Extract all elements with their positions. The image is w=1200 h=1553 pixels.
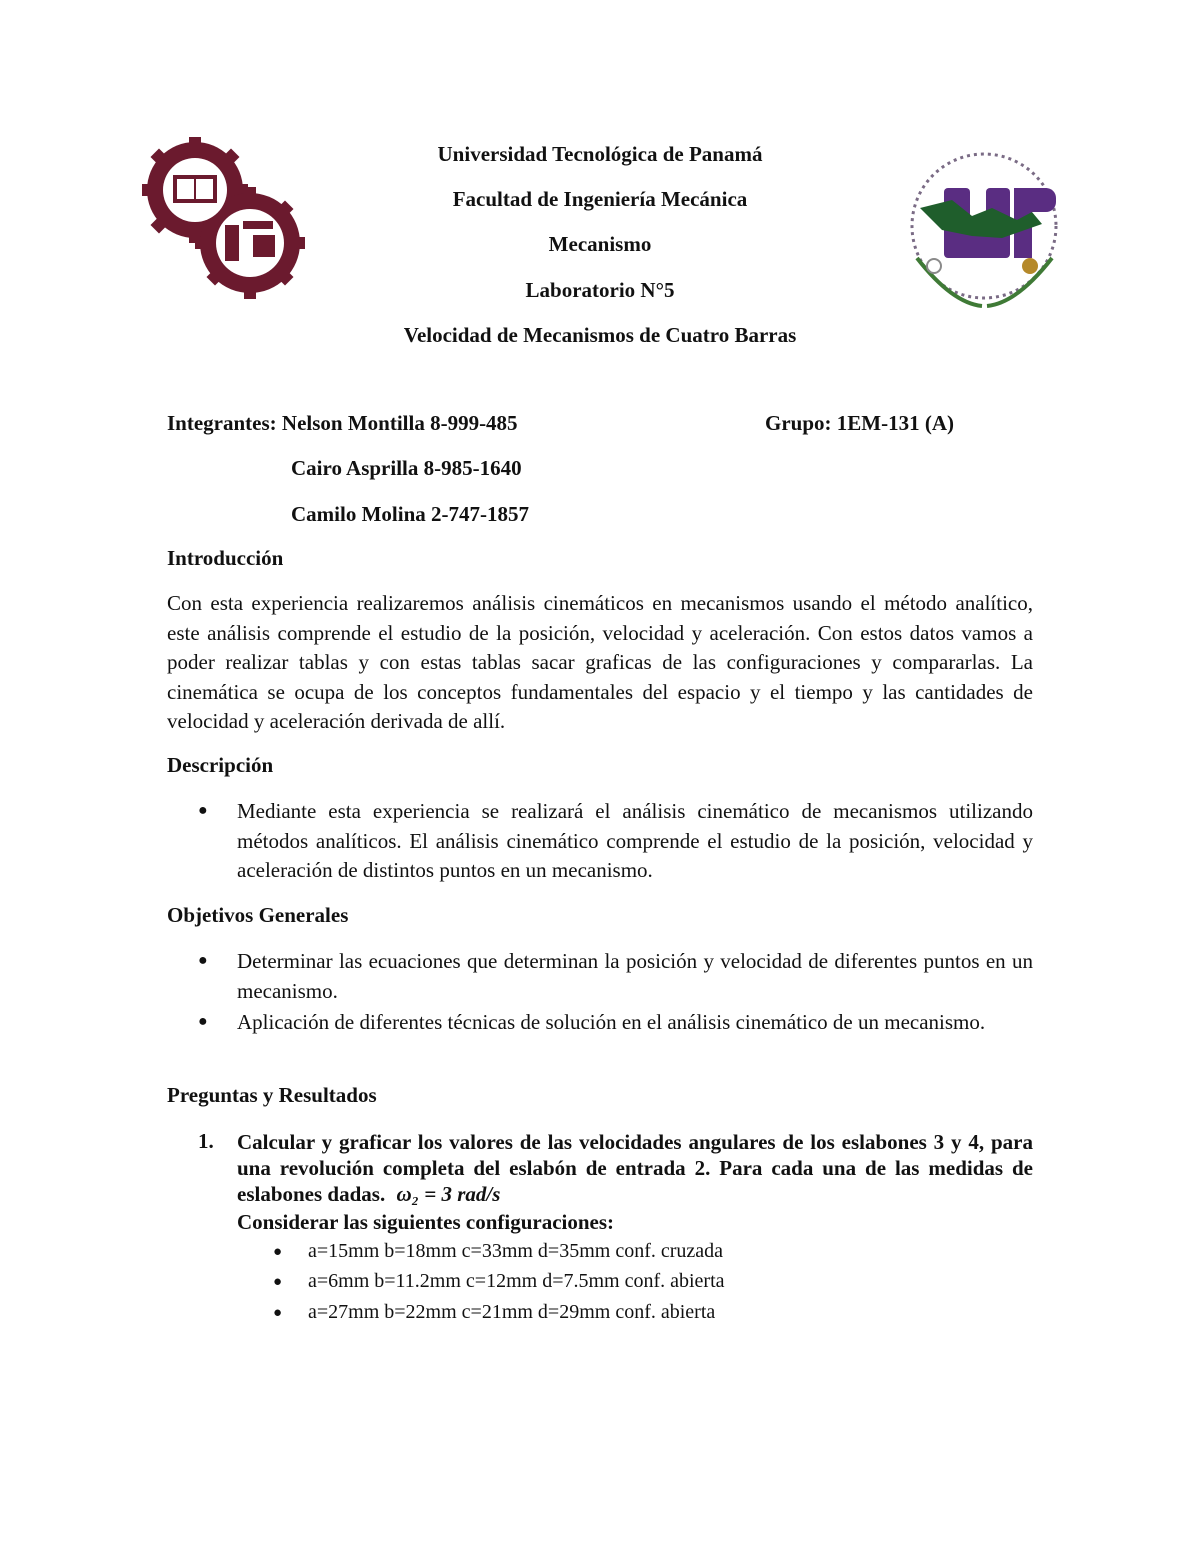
objective-bullet-1: Determinar las ecuaciones que determinan la posición y velocidad de diferentes puntos en un mecanismo.: [237, 949, 1033, 1003]
university-name: Universidad Tecnológica de Panamá: [437, 142, 763, 166]
bullet-icon: ●: [273, 1244, 283, 1260]
questions-heading: Preguntas y Resultados: [167, 1083, 377, 1107]
member-3: Camilo Molina 2-747-1857: [291, 502, 529, 526]
faculty-name: Facultad de Ingeniería Mecánica: [452, 187, 748, 211]
question-1-text: Calcular y graficar los valores de las velocidades angulares de los eslabones 3 y 4, para una revolución completa del eslabón de entrada 2. Para cada una de las medidas de eslabones dadas.: [237, 1130, 1033, 1206]
members-block: [167, 411, 518, 436]
bullet-icon: ●: [198, 802, 208, 819]
question-1: [237, 1129, 1033, 1207]
bullet-icon: ●: [198, 1013, 208, 1030]
config-item-1: a=15mm b=18mm c=33mm d=35mm conf. cruzada: [308, 1240, 724, 1262]
config-item-3: a=27mm b=22mm c=21mm d=29mm conf. abierta: [308, 1301, 716, 1323]
description-bullet: Mediante esta experiencia se realizará el análisis cinemático de mecanismos utilizando métodos analíticos. El análisis cinemático comprende el estudio de la posición, velocidad y aceleración de distintos puntos en un mecanismo.: [237, 799, 1033, 882]
members-label: Integrantes:: [167, 411, 277, 435]
question-number: 1.: [198, 1129, 214, 1153]
intro-paragraph: Con esta experiencia realizaremos análisis cinemáticos en mecanismos usando el método analítico, este análisis comprende el estudio de la posición, velocidad y aceleración. Con estos datos vamos a poder realizar tablas y con estas tablas sacar graficas de las configuraciones y compararlas. La cinemática se ocupa de los conceptos fundamentales del espacio y el tiempo y las cantidades de velocidad y aceleración derivada de allí.: [167, 591, 1033, 733]
member-1: Nelson Montilla 8-999-485: [281, 411, 518, 435]
description-heading: Descripción: [167, 753, 274, 777]
course-name: Mecanismo: [548, 232, 652, 256]
config-item-2: a=6mm b=11.2mm c=12mm d=7.5mm conf. abierta: [308, 1270, 725, 1292]
omega-value: ω₂ = 3 rad/s: [396, 1182, 501, 1206]
bullet-icon: ●: [273, 1274, 283, 1290]
bullet-icon: ●: [198, 952, 208, 969]
member-2: Cairo Asprilla 8-985-1640: [291, 456, 522, 480]
configs-label: Considerar las siguientes configuraciones:: [237, 1210, 615, 1234]
intro-heading: Introducción: [167, 546, 284, 570]
objective-bullet-2: Aplicación de diferentes técnicas de solución en el análisis cinemático de un mecanismo.: [237, 1010, 986, 1034]
objectives-heading: Objetivos Generales: [167, 903, 349, 927]
lab-number: Laboratorio N°5: [525, 278, 675, 302]
lab-title: Velocidad de Mecanismos de Cuatro Barras: [403, 323, 797, 347]
bullet-icon: ●: [273, 1305, 283, 1321]
group-label: Grupo: 1EM-131 (A): [765, 411, 954, 435]
